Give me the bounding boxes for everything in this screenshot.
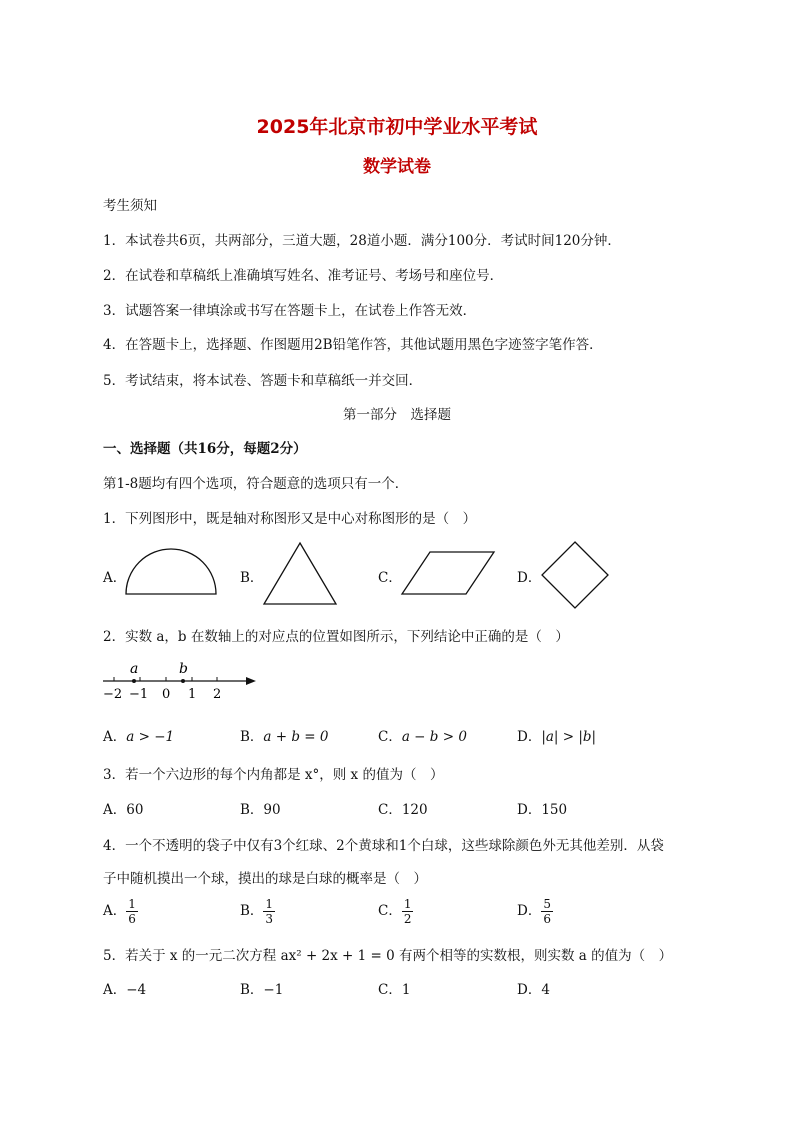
fraction: $\frac{1}{3}$ bbox=[265, 897, 274, 926]
notice-item-5: 5．考试结束，将本试卷、答题卡和草稿纸一并交回． bbox=[103, 373, 423, 389]
q4-option-d: D． $\frac{5}{6}$ bbox=[517, 897, 551, 926]
exam-title: 2025年北京市初中学业水平考试 bbox=[256, 116, 538, 138]
notice-heading: 考生须知 bbox=[103, 198, 157, 214]
notice-item-4: 4．在答题卡上，选择题、作图题用2B铅笔作答，其他试题用黑色字迹签字笔作答． bbox=[103, 337, 603, 353]
tick-0: 0 bbox=[162, 687, 171, 702]
tick-neg1: −1 bbox=[129, 687, 149, 702]
q2-option-c: C．a − b > 0 bbox=[378, 729, 467, 745]
question-2-stem: 2．实数 a，b 在数轴上的对应点的位置如图所示，下列结论中正确的是（ ） bbox=[103, 629, 569, 645]
q5-option-a: A．−4 bbox=[103, 982, 147, 998]
notice-item-3: 3．试题答案一律填涂或书写在答题卡上，在试卷上作答无效． bbox=[103, 303, 477, 319]
tick-1: 1 bbox=[188, 687, 197, 702]
question-3-stem: 3．若一个六边形的每个内角都是 x°，则 x 的值为（ ） bbox=[103, 767, 444, 783]
q5-option-d: D．4 bbox=[517, 982, 550, 998]
part-title: 第一部分 选择题 bbox=[343, 407, 451, 423]
parallelogram-icon bbox=[400, 549, 496, 597]
question-5-stem: 5．若关于 x 的一元二次方程 ax² + 2x + 1 = 0 有两个相等的实数根，则实数 a 的值为（ ） bbox=[103, 948, 673, 964]
tick-neg2: −2 bbox=[103, 687, 123, 702]
q5-option-c: C．1 bbox=[378, 982, 411, 998]
question-4-stem-line-2: 子中随机摸出一个球，摸出的球是白球的概率是（ ） bbox=[103, 871, 427, 887]
number-line bbox=[100, 656, 260, 702]
q2-option-d: D．|a| > |b| bbox=[517, 729, 597, 745]
q1-option-c-label: C． bbox=[378, 570, 402, 586]
label-b: b bbox=[179, 661, 188, 677]
point-a bbox=[132, 679, 136, 683]
notice-item-2: 2．在试卷和草稿纸上准确填写姓名、准考证号、考场号和座位号． bbox=[103, 268, 504, 284]
q4-option-b: B． $\frac{1}{3}$ bbox=[240, 897, 274, 926]
q4-option-c: C． $\frac{1}{2}$ bbox=[378, 897, 412, 926]
section-heading: 一、选择题（共16分，每题2分） bbox=[103, 441, 307, 457]
fraction: $\frac{1}{2}$ bbox=[403, 897, 412, 926]
q1-option-b-label: B． bbox=[240, 570, 264, 586]
tick-2: 2 bbox=[213, 687, 222, 702]
q3-option-d: D．150 bbox=[517, 802, 568, 818]
square-icon bbox=[540, 540, 610, 610]
q2-option-a: A．a > −1 bbox=[103, 729, 175, 745]
q3-option-c: C．120 bbox=[378, 802, 428, 818]
q3-option-a: A．60 bbox=[103, 802, 144, 818]
q1-option-a-label: A． bbox=[103, 570, 127, 586]
q4-option-a: A． $\frac{1}{6}$ bbox=[103, 897, 136, 926]
question-1-stem: 1．下列图形中，既是轴对称图形又是中心对称图形的是（ ） bbox=[103, 511, 477, 527]
q2-option-b: B．a + b = 0 bbox=[240, 729, 329, 745]
triangle-icon bbox=[262, 541, 338, 607]
label-a: a bbox=[130, 661, 139, 677]
point-b bbox=[181, 679, 185, 683]
q3-option-b: B．90 bbox=[240, 802, 281, 818]
section-instruction: 第1-8题均有四个选项，符合题意的选项只有一个． bbox=[103, 476, 409, 492]
semicircle-icon bbox=[124, 548, 220, 598]
q5-option-b: B．−1 bbox=[240, 982, 284, 998]
q1-option-d-label: D． bbox=[517, 570, 542, 586]
question-4-stem-line-1: 4．一个不透明的袋子中仅有3个红球、2个黄球和1个白球，这些球除颜色外无其他差别．从袋 bbox=[103, 838, 664, 854]
fraction: $\frac{1}{6}$ bbox=[128, 897, 136, 926]
notice-item-1: 1．本试卷共6页，共两部分，三道大题，28道小题．满分100分．考试时间120分钟． bbox=[103, 233, 621, 249]
fraction: $\frac{5}{6}$ bbox=[543, 897, 551, 926]
exam-subtitle: 数学试卷 bbox=[363, 157, 431, 177]
